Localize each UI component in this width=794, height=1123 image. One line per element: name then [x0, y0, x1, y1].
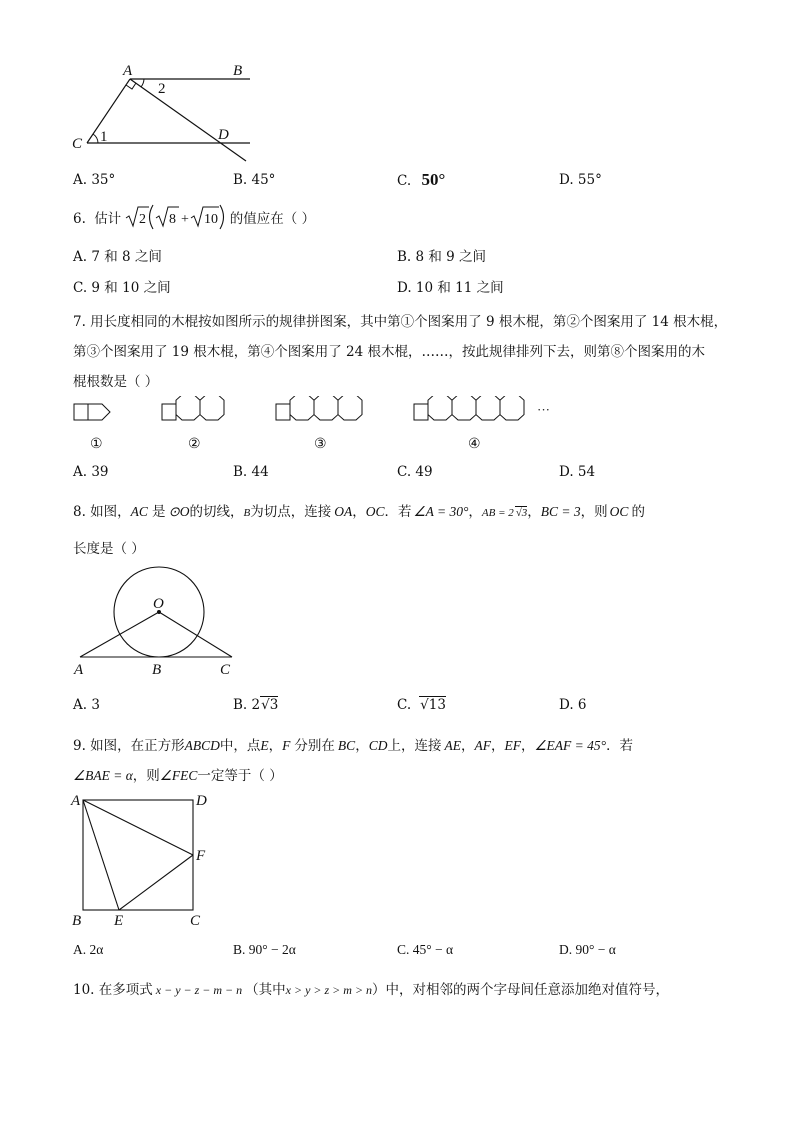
q5-label-b: B: [233, 63, 243, 79]
q7-option-c[interactable]: C. 49: [397, 464, 433, 480]
q6-option-a[interactable]: A. 7 和 8 之间: [73, 249, 162, 265]
q7-square: [414, 404, 428, 420]
q9-label-f: F: [196, 848, 206, 864]
q9-comma-5: ，: [520, 738, 535, 754]
q9-option-c[interactable]: C. 45° − α: [397, 942, 454, 957]
q5-angle2-arc: [141, 79, 144, 87]
q5-label-c: C: [72, 136, 83, 152]
q5-option-c[interactable]: [397, 170, 445, 190]
q8-text-4: 为切点，连接: [250, 504, 332, 520]
q6-option-c[interactable]: C. 9 和 10 之间: [73, 280, 171, 296]
q8-comma: ，: [352, 504, 366, 520]
q5-option-c-prefix: C.: [397, 173, 412, 189]
q6-outer-radicand: 2: [139, 211, 147, 227]
q9-ef: EF: [504, 738, 521, 753]
q6-number: 6.: [73, 211, 86, 227]
q7-pattern-4: [414, 396, 524, 420]
q9-figure: [66, 788, 226, 933]
q9-comma-2: ，: [355, 738, 369, 754]
q5-angle1-arc: [93, 134, 98, 143]
q7-option-a[interactable]: A. 39: [73, 464, 109, 480]
q5-option-b[interactable]: B. 45°: [233, 172, 276, 188]
q5-line-ca: [87, 79, 130, 143]
q9-label-b: B: [72, 913, 82, 929]
q5-label-d: D: [218, 127, 229, 143]
q9-fec: ∠FEC: [159, 768, 198, 783]
q6-expression: [125, 203, 225, 231]
q8-text-5: ．若: [384, 504, 412, 520]
q7-label-1: ①: [90, 437, 103, 452]
q5-option-d[interactable]: D. 55°: [559, 172, 602, 188]
q8-option-b-prefix: B. 2: [233, 697, 261, 713]
q7-line-2: 第③个图案用了 19 根木棍，第④个图案用了 24 根木棍，……，按此规律排列下去，则第⑧个图案用的木: [73, 344, 706, 360]
q9-af: AF: [474, 738, 491, 753]
q7-square: [74, 404, 88, 420]
q9-label-e: E: [114, 913, 124, 929]
q8-b: B: [243, 507, 251, 519]
q6-radicand-10: 10: [204, 211, 219, 227]
q5-label-a: A: [123, 63, 133, 79]
q5-option-c-value: 50°: [421, 170, 446, 189]
q8-line-oa: [80, 612, 159, 657]
q9-text-6: ，则: [132, 768, 160, 784]
q5-label-1: 1: [100, 129, 108, 145]
q8-option-a[interactable]: A. 3: [73, 697, 100, 713]
q7-square: [162, 404, 176, 420]
q5-label-2: 2: [158, 81, 166, 97]
q9-text-5: ．若: [606, 738, 634, 754]
q8-comma-2: ，: [468, 504, 482, 520]
q8-option-c-prefix: C.: [397, 697, 412, 713]
q10-line-1: [73, 978, 669, 998]
q8-option-c-sqrt: √13: [420, 697, 446, 713]
q7-hexagon: [176, 398, 200, 420]
q6-stem-prefix: 估计: [94, 211, 122, 227]
q9-comma-1: ，: [268, 738, 283, 754]
q6-right-paren: [220, 205, 224, 229]
q9-square: [83, 800, 193, 910]
q7-line-3: 棍根数是（ ）: [73, 374, 159, 390]
q9-text-1: 9. 如图，在正方形: [73, 738, 185, 754]
q9-line-ef: [119, 855, 193, 910]
q8-oa: OA: [334, 504, 353, 519]
q9-e: E: [260, 738, 269, 753]
q9-label-d: D: [196, 793, 207, 809]
q7-option-b[interactable]: B. 44: [233, 464, 269, 480]
q7-hexagon-chain: [176, 396, 224, 420]
q8-option-c-radicand: 13: [428, 697, 446, 713]
q6-radicand-8: 8: [169, 211, 177, 227]
q8-text-2: 是: [151, 504, 166, 520]
q7-figure: [70, 396, 560, 456]
q9-line-ae: [83, 800, 119, 910]
q9-option-a[interactable]: A. 2α: [73, 942, 104, 957]
q9-eaf: ∠EAF = 45°: [534, 738, 607, 753]
q8-ac: AC: [130, 504, 148, 519]
q10-expression: x − y − z − m − n: [155, 983, 243, 997]
q8-label-c: C: [220, 662, 231, 678]
q10-paren: （其中: [245, 982, 286, 998]
q8-option-b[interactable]: [233, 697, 278, 713]
q10-condition: x > y > z > m > n: [285, 983, 373, 997]
q9-text-3: 分别在: [294, 738, 335, 754]
q7-hexagon-chain: [428, 396, 524, 420]
q5-option-a[interactable]: A. 35°: [73, 172, 116, 188]
q8-angle-a: ∠A = 30°: [413, 504, 469, 519]
q6-stem: [73, 207, 315, 231]
q5-right-angle-mark: [126, 83, 136, 89]
q7-ellipsis: ···: [537, 402, 550, 417]
q9-option-b[interactable]: B. 90° − 2α: [233, 942, 296, 957]
q7-label-2: ②: [188, 437, 201, 452]
q8-circle-o: ⊙O: [168, 504, 190, 519]
q8-text-3: 的切线，: [189, 504, 244, 520]
q9-text-2: 中，点: [219, 738, 261, 754]
q6-left-paren: [150, 205, 154, 229]
q6-option-d[interactable]: D. 10 和 11 之间: [397, 280, 504, 296]
q8-comma-3: ，: [527, 504, 541, 520]
q9-text-7: 一定等于（ ）: [197, 768, 283, 784]
q8-line-2: 长度是（ ）: [73, 541, 145, 557]
q8-ab-sqrt: √3: [515, 507, 528, 519]
q9-bc: BC: [337, 738, 356, 753]
q7-pattern-2: [162, 396, 224, 420]
q7-label-4: ④: [468, 437, 481, 452]
q7-square: [276, 404, 290, 420]
q8-bc: BC = 3: [540, 504, 581, 519]
q8-option-c[interactable]: [397, 697, 446, 713]
q9-line-af: [83, 800, 193, 855]
q9-bae: ∠BAE = α: [73, 768, 133, 783]
q6-plus: +: [181, 211, 190, 227]
q8-line-oc: [159, 612, 232, 657]
q9-label-c: C: [190, 913, 201, 929]
q8-text-7: 的: [631, 504, 645, 520]
q7-pattern-1: [74, 404, 110, 420]
q7-line-1: 7. 用长度相同的木棍按如图所示的规律拼图案，其中第①个图案用了 9 根木棍，第②个图案用了 14 根木棍，: [73, 314, 728, 330]
q6-option-b[interactable]: B. 8 和 9 之间: [397, 249, 487, 265]
q8-oc-2: OC: [609, 504, 629, 519]
q9-ae: AE: [444, 738, 461, 753]
q7-hexagon: [88, 404, 94, 420]
q5-line-ad: [130, 79, 246, 161]
q8-text-6: ，则: [580, 504, 608, 520]
q8-label-b: B: [152, 662, 162, 678]
q8-option-b-sqrt: √3: [261, 697, 279, 713]
q7-option-d[interactable]: D. 54: [559, 464, 596, 480]
q9-comma-4: ，: [490, 738, 505, 754]
q8-option-d[interactable]: D. 6: [559, 697, 587, 713]
q8-label-o: O: [153, 596, 164, 612]
q8-figure: [66, 562, 246, 682]
q8-ab-radicand: 3: [521, 507, 528, 519]
q6-stem-suffix: 的值应在（ ）: [229, 211, 316, 227]
q8-label-a: A: [74, 662, 84, 678]
q9-label-a: A: [71, 793, 81, 809]
q10-suffix: ）中，对相邻的两个字母间任意添加绝对值符号，: [372, 982, 670, 998]
q7-label-3: ③: [314, 437, 327, 452]
q9-f: F: [282, 738, 291, 753]
q8-ab-prefix: AB = 2: [481, 507, 514, 519]
q7-hexagon-chain: [290, 396, 362, 420]
q8-oc: OC: [365, 504, 385, 519]
q7-hexagon: [88, 404, 110, 420]
q7-pattern-3: [276, 396, 362, 420]
q9-line-1: [73, 734, 633, 754]
q9-line-2: [73, 764, 283, 784]
q10-prefix: 10. 在多项式: [73, 982, 153, 998]
q8-ab: [482, 507, 527, 519]
q8-line-1: [73, 500, 645, 520]
q9-text-4: 上，连接: [387, 738, 442, 754]
q9-comma-3: ，: [460, 738, 475, 754]
q8-text-1: 8. 如图，: [73, 504, 131, 520]
q9-cd: CD: [368, 738, 388, 753]
q9-abcd: ABCD: [184, 738, 220, 753]
q5-figure: [60, 55, 270, 165]
q9-option-d[interactable]: D. 90° − α: [559, 942, 616, 957]
q8-option-b-radicand: 3: [269, 697, 279, 713]
